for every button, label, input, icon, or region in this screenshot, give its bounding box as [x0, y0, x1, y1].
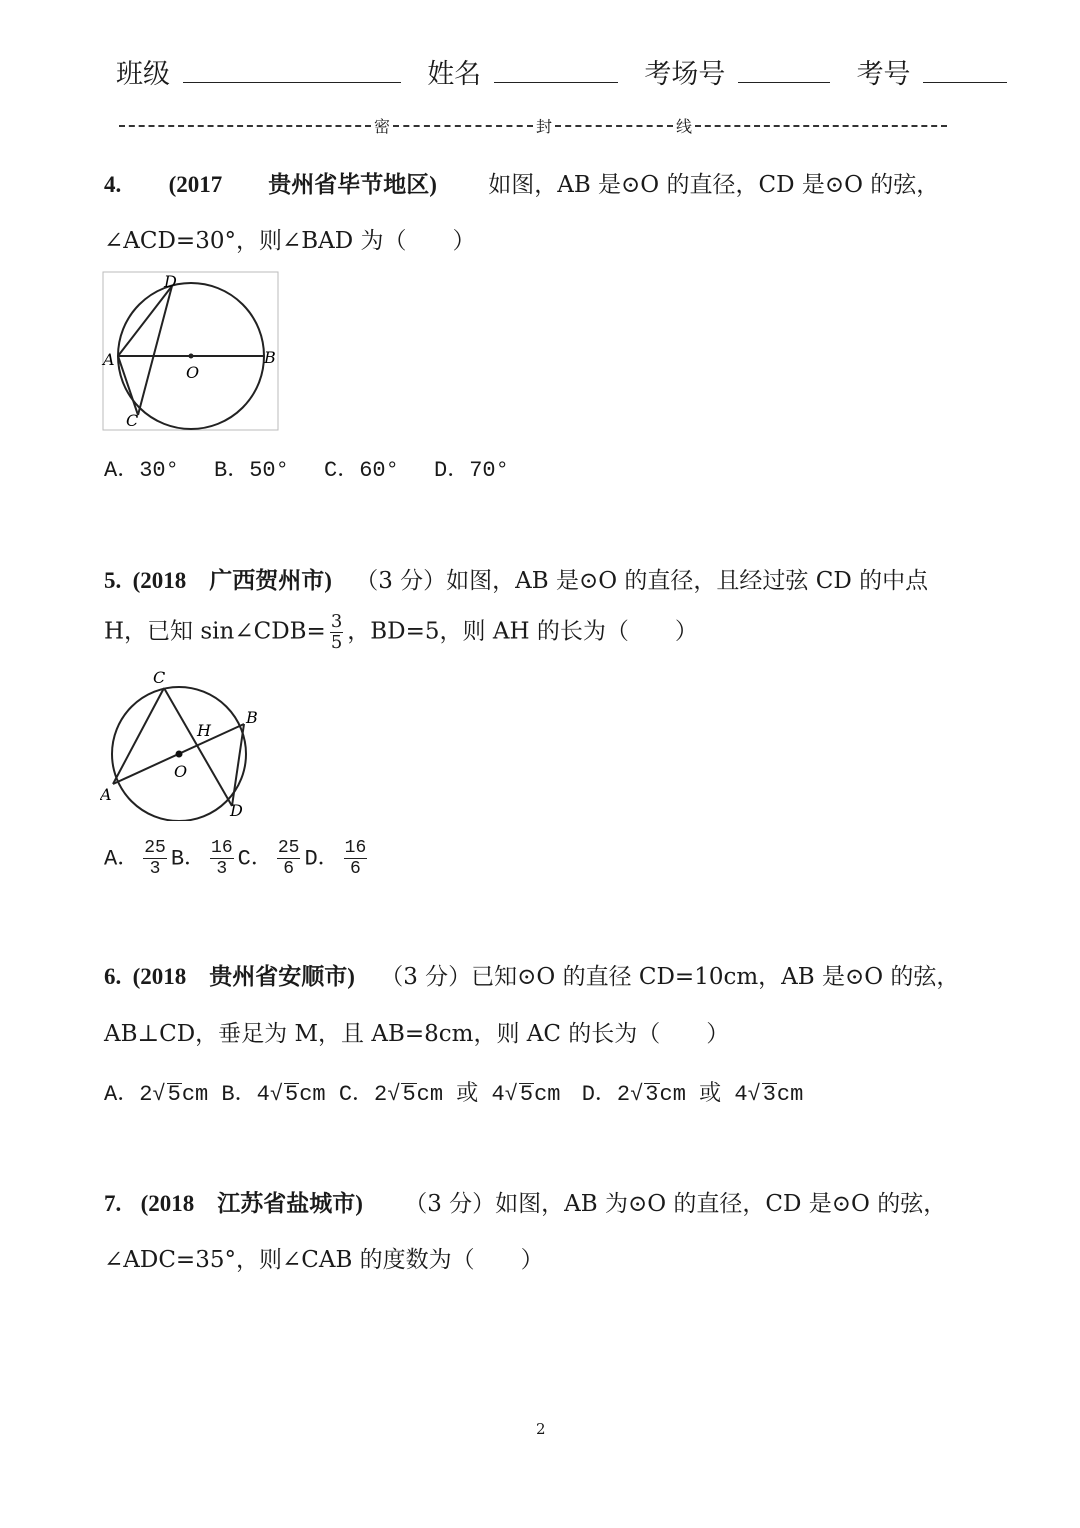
seal-xian: 线 [676, 117, 693, 136]
q5-opt-a-label: A． [104, 846, 140, 872]
q5-opt-d-den: 6 [350, 859, 361, 879]
q4-options: A．30° B．50° C．60° D．70° [104, 458, 509, 483]
q6-opt-c-radicand1: 5 [402, 1082, 416, 1107]
radical-icon: √ [504, 1082, 518, 1107]
radical-icon: √ [747, 1082, 761, 1107]
q6-opt-c-label: C． [338, 1082, 375, 1107]
q5-center-point [176, 751, 183, 758]
q5-sin-fraction [330, 612, 343, 653]
q6-opt-b-label: B． [221, 1082, 257, 1107]
q5-opt-a-den: 3 [149, 859, 161, 879]
q6-opt-b-unit: cm [299, 1082, 326, 1107]
q5-label-h: H [197, 721, 211, 740]
q6-line1 [104, 962, 959, 992]
seal-feng: 封 [536, 117, 553, 136]
exam-no-blank[interactable] [923, 56, 1007, 83]
q4-label-o: O [186, 363, 200, 382]
q6-line2: AB⊥CD，垂足为 M，且 AB=8cm，则 AC 的长为（ ） [104, 1021, 730, 1047]
q5-source: (2018 广西贺州市) [132, 568, 332, 593]
q5-label-b: B [246, 708, 258, 727]
q6-opt-b-coef: 4 [256, 1082, 270, 1107]
exam-no-label: 考号 [856, 59, 911, 90]
q4-line2: ∠ACD=30°，则∠BAD 为（ ） [104, 228, 476, 254]
q6-opt-c-unit: cm [534, 1082, 561, 1107]
seal-dash [555, 125, 673, 127]
class-blank[interactable] [183, 56, 401, 83]
q6-opt-c-coef1: 2 [374, 1082, 388, 1107]
q6-opt-a-unit: cm [181, 1082, 209, 1107]
q7-source: (2018 江苏省盐城市) [140, 1191, 363, 1216]
q6-opt-a-radicand: 5 [167, 1082, 181, 1107]
q5-opt-a-num: 25 [144, 838, 166, 858]
q5-opt-b-den: 3 [216, 859, 228, 879]
radical-icon: √ [630, 1082, 644, 1107]
q5-line2 [104, 612, 698, 653]
q5-opt-c-den: 6 [283, 859, 295, 879]
q6-options [104, 1076, 803, 1107]
q6-opt-c-mid: cm 或 [416, 1082, 492, 1107]
q6-opt-d-radicand1: 3 [645, 1082, 659, 1107]
q7-line2: ∠ADC=35°，则∠CAB 的度数为（ ） [104, 1247, 544, 1273]
q5-options [104, 838, 371, 879]
q5-opt-a-frac [143, 838, 167, 879]
q6-text1: （3 分）已知⊙O 的直径 CD=10cm，AB 是⊙O 的弦， [380, 964, 960, 990]
q4-figure [100, 270, 285, 435]
q5-label-c: C [153, 668, 166, 687]
q5-frac-num: 3 [330, 611, 343, 632]
q4-figure-frame [103, 272, 278, 430]
room-label: 考场号 [644, 59, 726, 90]
q6-opt-a-label: A． [104, 1082, 140, 1107]
q5-label-a: A [100, 785, 112, 804]
q5-chord-cd [164, 688, 232, 806]
q5-number: 5. [104, 568, 122, 593]
class-label: 班级 [116, 59, 170, 90]
q6-opt-d-label: D． [581, 1082, 617, 1107]
q5-text2-post: ，BD=5，则 AH 的长为（ ） [347, 618, 698, 645]
page-number: 2 [536, 1420, 546, 1438]
q4-chord-ac [118, 356, 138, 415]
q6-opt-d-radicand2: 3 [762, 1082, 776, 1107]
q6-number: 6. [104, 964, 122, 989]
room-blank[interactable] [738, 56, 830, 83]
radical-icon: √ [152, 1082, 166, 1107]
q5-opt-d-num: 16 [344, 838, 367, 858]
seal-line [116, 114, 950, 137]
name-blank[interactable] [494, 56, 618, 83]
q5-frac-den: 5 [330, 632, 343, 653]
q5-line1 [104, 566, 928, 596]
q6-source: (2018 贵州省安顺市) [132, 964, 355, 989]
q6-opt-c-coef2: 4 [491, 1082, 505, 1107]
q7-number: 7. [104, 1191, 122, 1216]
q7-line1 [104, 1189, 946, 1219]
q5-opt-d-frac [344, 838, 368, 879]
seal-mi: 密 [373, 117, 390, 136]
radical-icon: √ [269, 1082, 284, 1107]
radical-icon: √ [387, 1082, 401, 1107]
q4-number: 4. [104, 172, 122, 197]
q5-chord-ac [113, 688, 164, 784]
q6-opt-a-coef: 2 [139, 1082, 153, 1107]
q5-opt-c-label: C． [237, 846, 273, 872]
seal-dash [695, 125, 947, 127]
q5-opt-c-num: 25 [277, 838, 300, 858]
name-label: 姓名 [427, 59, 482, 90]
q4-label-d: D [164, 272, 177, 291]
q5-figure [100, 666, 280, 821]
q5-text2-pre: H，已知 sin∠CDB= [104, 618, 326, 645]
q5-opt-b-frac [210, 838, 234, 879]
exam-header [116, 52, 1007, 91]
q5-opt-d-label: D． [304, 846, 340, 872]
q6-opt-d-coef2: 4 [734, 1082, 748, 1107]
q5-opt-c-frac [277, 838, 301, 879]
q4-chord-cd [138, 286, 172, 415]
q4-label-b: B [264, 348, 276, 367]
q4-center-point [189, 354, 194, 359]
q4-text1: 如图，AB 是⊙O 的直径，CD 是⊙O 的弦， [488, 172, 940, 198]
q6-opt-c-radicand2: 5 [519, 1082, 534, 1107]
q4-label-a: A [103, 350, 115, 369]
q4-label-c: C [126, 411, 139, 430]
q5-label-d: D [230, 801, 243, 820]
q5-opt-b-num: 16 [211, 838, 233, 858]
q6-opt-b-radicand: 5 [285, 1082, 299, 1107]
q4-source: (2017 贵州省毕节地区) [168, 172, 437, 197]
seal-dash [393, 125, 533, 127]
q5-text1: （3 分）如图，AB 是⊙O 的直径，且经过弦 CD 的中点 [355, 568, 929, 594]
q4-line1 [104, 170, 939, 200]
q7-text1: （3 分）如图，AB 为⊙O 的直径，CD 是⊙O 的弦， [404, 1191, 947, 1217]
q6-opt-d-mid: cm 或 [659, 1082, 735, 1107]
q5-chord-bd [232, 724, 244, 806]
q6-opt-d-coef1: 2 [616, 1082, 631, 1107]
q5-label-o: O [174, 762, 188, 781]
seal-dash [119, 125, 371, 127]
q6-opt-d-unit: cm [776, 1082, 804, 1107]
q5-opt-b-label: B． [170, 846, 207, 872]
